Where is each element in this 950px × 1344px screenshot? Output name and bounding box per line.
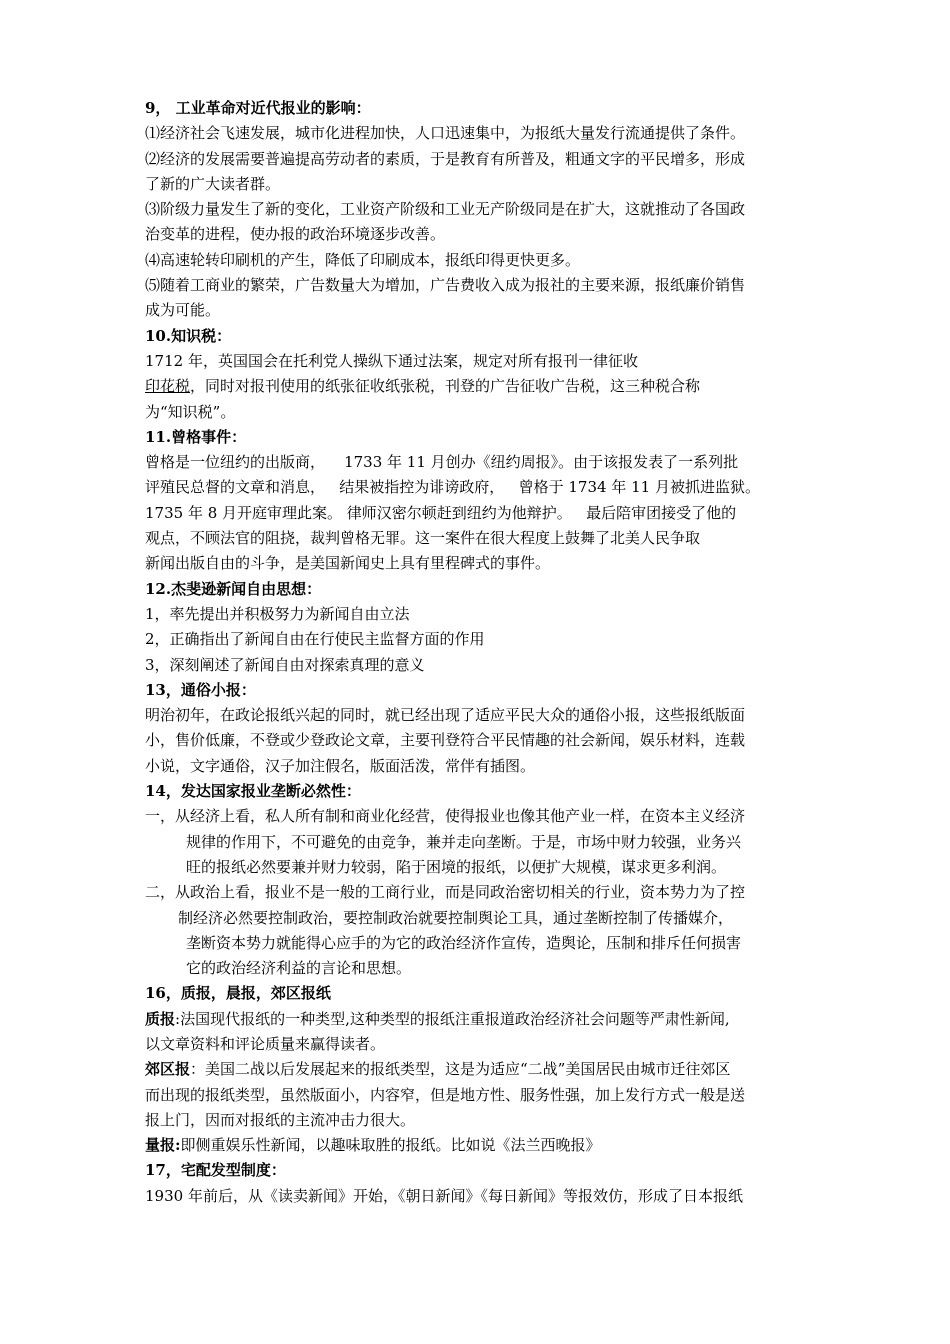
section-13-heading: 13，通俗小报： [145, 680, 256, 699]
s13-line-2: 小，售价低廉，不登或少登政论文章，主要刊登符合平民情趣的社会新闻，娱乐材料，连载 [145, 731, 746, 750]
s9-line-6: ⑷高速轮转印刷机的产生，降低了印刷成本，报纸印得更快更多。 [145, 250, 581, 269]
section-10-heading: 10.知识税： [145, 326, 232, 345]
s9-line-1: ⑴经济社会飞速发展，城市化进程加快，人口迅速集中，为报纸大量发行流通提供了条件。 [145, 124, 746, 143]
jiao-qu-bao-text: ：美国二战以后发展起来的报纸类型，这是为适应“二战”美国居民由城市迁往郊区 [190, 1060, 731, 1079]
s10-line-3: 为“知识税”。 [145, 402, 236, 421]
section-11-heading: 11.曾格事件： [145, 427, 247, 446]
s16-jiao-line-1 [145, 1057, 825, 1082]
section-16-heading: 16，质报，晨报，郊区报纸 [145, 984, 331, 1003]
liang-bao-term: 量报: [145, 1136, 181, 1155]
s16-zhi-line-2: 以文章资料和评论质量来赢得读者。 [145, 1034, 386, 1053]
s14-p2-line-4: 它的政治经济利益的言论和思想。 [186, 959, 412, 978]
s14-p2-line-1: 二，从政治上看，报业不是一般的工商行业，而是同政治密切相关的行业，资本势力为了控 [145, 883, 746, 902]
s17-line-1: 1930 年前后，从《读卖新闻》开始，《朝日新闻》《每日新闻》等报效仿，形成了日本报纸 [145, 1186, 743, 1205]
s14-p2-line-3: 垄断资本势力就能得心应手的为它的政治经济作宣传，造舆论，压制和排斥任何损害 [186, 933, 742, 952]
s9-line-4: ⑶阶级力量发生了新的变化，工业资产阶级和工业无产阶级同是在扩大，这就推动了各国政 [145, 200, 746, 219]
liang-bao-text: 即侧重娱乐性新闻，以趣味取胜的报纸。比如说《法兰西晚报》 [180, 1136, 601, 1155]
zhi-bao-term: 质报 [145, 1009, 176, 1028]
s11-line-4: 观点，不顾法官的阻挠，裁判曾格无罪。这一案件在很大程度上鼓舞了北美人民争取 [145, 529, 701, 548]
s16-zhi-line-1 [145, 1007, 825, 1032]
s10-line-2-rest: ，同时对报刊使用的纸张征收纸张税，刊登的广告征收广告税，这三种税合称 [190, 377, 701, 396]
s10-line-2 [145, 374, 825, 399]
s9-line-8: 成为可能。 [145, 301, 221, 320]
section-12-heading: 12.杰斐逊新闻自由思想： [145, 579, 322, 598]
s11-line-2: 评殖民总督的文章和消息， 结果被指控为诽谤政府， 曾格于 1734 年 11 月被抓进监狱。 [145, 478, 760, 497]
s11-line-3: 1735 年 8 月开庭审理此案。 律师汉密尔顿赶到纽约为他辩护。 最后陪审团接受了他的 [145, 503, 737, 522]
s12-item-3: 3，深刻阐述了新闻自由对探索真理的意义 [145, 655, 425, 674]
s16-jiao-line-2: 而出现的报纸类型，虽然版面小，内容窄，但是地方性、服务性强，加上发行方式一般是送 [145, 1085, 746, 1104]
s9-line-5: 治变革的进程，使办报的政治环境逐步改善。 [145, 225, 446, 244]
section-9-heading: 9， 工业革命对近代报业的影响： [145, 99, 371, 117]
s13-line-3: 小说，文字通俗，汉子加注假名，版面活泼，常伴有插图。 [145, 756, 536, 775]
s13-line-1: 明治初年，在政论报纸兴起的同时，就已经出现了适应平民大众的通俗小报，这些报纸版面 [145, 706, 746, 725]
s16-jiao-line-3: 报上门，因而对报纸的主流冲击力很大。 [145, 1110, 416, 1129]
zhi-bao-text: :法国现代报纸的一种类型,这种类型的报纸注重报道政治经济社会问题等严肃性新闻, [175, 1009, 730, 1028]
stamp-tax-link: 印花税 [145, 377, 191, 396]
s14-p2-line-2: 制经济必然要控制政治，要控制政治就要控制舆论工具，通过垄断控制了传播媒介， [178, 908, 734, 927]
s9-line-2: ⑵经济的发展需要普遍提高劳动者的素质，于是教育有所普及，粗通文字的平民增多，形成 [145, 149, 746, 168]
s9-line-7: ⑸随着工商业的繁荣，广告数量大为增加，广告费收入成为报社的主要来源，报纸廉价销售 [145, 276, 746, 295]
s14-p1-line-1: 一，从经济上看，私人所有制和商业化经营，使得报业也像其他产业一样，在资本主义经济 [145, 807, 746, 826]
s12-item-1: 1，率先提出并积极努力为新闻自由立法 [145, 604, 410, 623]
s14-p1-line-2: 规律的作用下，不可避免的由竞争，兼并走向垄断。于是，市场中财力较强，业务兴 [186, 832, 742, 851]
jiao-qu-bao-term: 郊区报 [145, 1060, 191, 1079]
s16-liang-line [145, 1133, 825, 1158]
s9-line-3: 了新的广大读者群。 [145, 174, 281, 193]
section-14-heading: 14，发达国家报业垄断必然性： [145, 782, 361, 801]
s14-p1-line-3: 旺的报纸必然要兼并财力较弱，陷于困境的报纸，以便扩大规模，谋求更多利润。 [186, 857, 727, 876]
s12-item-2: 2，正确指出了新闻自由在行使民主监督方面的作用 [145, 630, 485, 649]
section-17-heading: 17，宅配发型制度： [145, 1161, 286, 1180]
s11-line-1: 曾格是一位纽约的出版商， 1733 年 11 月创办《纽约周报》。由于该报发表了一系列批 [145, 453, 739, 472]
document-body [145, 96, 825, 1209]
s10-line-1: 1712 年，英国国会在托利党人操纵下通过法案，规定对所有报刊一律征收 [145, 351, 638, 370]
s11-line-5: 新闻出版自由的斗争，是美国新闻史上具有里程碑式的事件。 [145, 554, 551, 573]
